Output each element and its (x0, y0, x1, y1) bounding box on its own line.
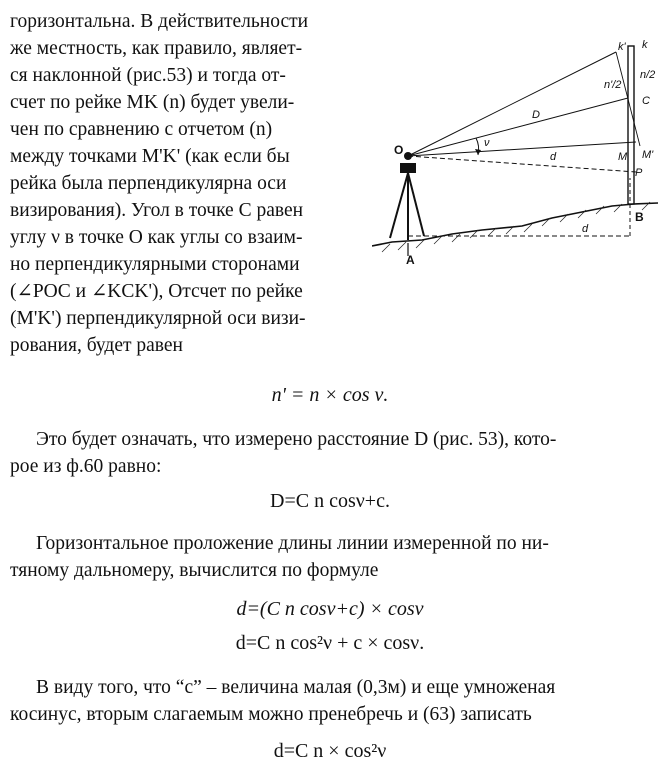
label-D: D (532, 109, 540, 121)
instrument-body (400, 163, 416, 173)
label-M-prime: M' (642, 149, 654, 161)
text-line: (∠POC и ∠KCK'), Отсчет по рейке (10, 281, 303, 302)
leveling-rod (628, 46, 634, 204)
figure-53-diagram (372, 38, 658, 268)
text-line: Это будет означать, что измерено расстояние D (рис. 53), кото- (36, 429, 557, 450)
label-P: P (635, 167, 643, 179)
formula-text: d=C n × cos²ν (273, 740, 387, 762)
label-d-lower: d (582, 223, 589, 235)
paragraph-horizontal-projection (10, 530, 655, 584)
diagram-svg (372, 38, 658, 268)
paragraph-distance-d (10, 426, 655, 480)
label-k: k (642, 39, 648, 51)
text-line: ся наклонной (рис.53) и тогда от- (10, 65, 286, 86)
formula-n-prime (0, 382, 660, 408)
formula-d-cos2 (0, 630, 660, 656)
text-line: косинус, вторым слагаемым можно пренебречь и (63) записать (10, 704, 532, 725)
label-C: C (642, 95, 650, 107)
label-d-upper: d (550, 151, 557, 163)
label-O: O (394, 143, 404, 157)
text-line: между точками M'K' (как если бы (10, 146, 290, 167)
label-k-prime: k' (618, 41, 626, 53)
text-line: горизонтальна. В действительности (10, 11, 309, 32)
text-line: же местность, как правило, являет- (10, 38, 303, 59)
formula-text: d=(C n cosν+c) × cosν (236, 598, 424, 620)
formula-D (0, 488, 660, 514)
text-line: (M'K') перпендикулярной оси визи- (10, 308, 306, 329)
sight-line-horizontal (408, 156, 636, 172)
label-M: M (618, 151, 628, 163)
formula-text: d=C n cos²ν + c × cosν. (235, 632, 425, 654)
label-nu: ν (484, 137, 490, 149)
formula-text: D=C n cosν+c. (270, 490, 390, 512)
text-line: Горизонтальное проложение длины линии измеренной по ни- (36, 533, 549, 554)
text-line: счет по рейке MK (n) будет увели- (10, 92, 295, 113)
label-n-prime-half: n'/2 (604, 79, 622, 91)
text-line: но перпендикулярными сторонами (10, 254, 300, 275)
paragraph-simplification (10, 674, 655, 728)
text-line: рования, будет равен (10, 335, 183, 356)
text-line: визирования). Угол в точке С равен (10, 200, 304, 221)
text-line: тяному дальномеру, вычислится по формуле (10, 560, 379, 581)
label-n-half: n/2 (640, 69, 656, 81)
text-line: рейка была перпендикулярна оси (10, 173, 287, 194)
text-column (10, 8, 358, 359)
text-line: В виду того, что “с” – величина малая (0,3м) и еще умноженая (36, 677, 556, 698)
formula-text: n' = n × cos ν. (271, 384, 389, 406)
sight-line-axis (408, 142, 636, 156)
sight-line-upper (408, 52, 616, 156)
label-B: B (635, 210, 644, 224)
text-line: рое из ф.60 равно: (10, 456, 162, 477)
formula-d-final (0, 738, 660, 764)
formula-d-expanded (0, 596, 660, 622)
ground-line (372, 203, 658, 246)
text-line: углу ν в точке О как углы со взаим- (10, 227, 303, 248)
text-line: чен по сравнению с отчетом (n) (10, 119, 273, 140)
tripod (390, 173, 424, 240)
label-A: A (406, 253, 415, 267)
sight-line-c (408, 98, 628, 156)
